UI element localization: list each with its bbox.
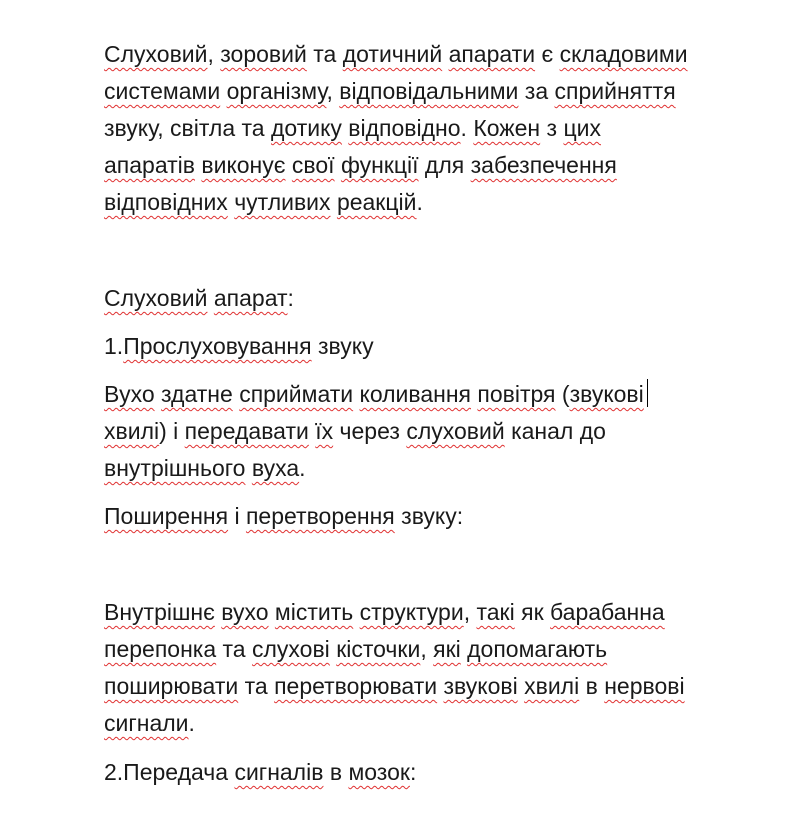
misspelled-word[interactable]: Вухо [104, 381, 155, 407]
misspelled-word[interactable]: Поширення [104, 503, 229, 529]
text-line[interactable] [104, 280, 774, 317]
text-line[interactable] [104, 328, 774, 365]
paragraph-heading-propagation[interactable] [104, 498, 774, 535]
misspelled-word[interactable]: поширювати [104, 673, 239, 699]
misspelled-word[interactable]: зоровий [220, 41, 307, 67]
misspelled-word[interactable]: Прослуховування [123, 333, 312, 359]
misspelled-word[interactable]: передавати [184, 418, 309, 444]
misspelled-word[interactable]: перетворювати [274, 673, 438, 699]
misspelled-word[interactable]: апарати [448, 41, 536, 67]
misspelled-word[interactable]: забезпечення [470, 152, 617, 178]
misspelled-word[interactable]: здатне [161, 381, 233, 407]
text-run: , [207, 41, 221, 67]
misspelled-word[interactable]: сигнали [104, 710, 189, 736]
misspelled-word[interactable]: перепонка [104, 636, 217, 662]
misspelled-word[interactable]: внутрішнього [104, 455, 246, 481]
misspelled-word[interactable]: нервові [604, 673, 685, 699]
text-run: та [238, 673, 275, 699]
misspelled-word[interactable]: сприймати [239, 381, 354, 407]
misspelled-word[interactable]: хвилі [524, 673, 580, 699]
text-run: звуку [311, 333, 374, 359]
misspelled-word[interactable]: вухо [221, 599, 269, 625]
text-run: : [287, 285, 294, 311]
text-run: канал до [504, 418, 606, 444]
text-run: 2.Передача [104, 759, 235, 785]
text-line[interactable] [104, 110, 774, 147]
misspelled-word[interactable]: відповідальними [339, 78, 519, 104]
text-run: та [216, 636, 252, 662]
text-line[interactable] [104, 184, 774, 221]
misspelled-word[interactable]: Внутрішнє [104, 599, 215, 625]
text-line[interactable] [104, 376, 774, 413]
misspelled-word[interactable]: Слуховий [104, 285, 208, 311]
misspelled-word[interactable]: коливання [359, 381, 471, 407]
misspelled-word[interactable]: які [433, 636, 461, 662]
misspelled-word[interactable]: функції [340, 152, 419, 178]
misspelled-word[interactable]: їх [315, 418, 334, 444]
text-run: . [299, 455, 306, 481]
misspelled-word[interactable]: складовими [559, 41, 688, 67]
text-line[interactable] [104, 631, 774, 668]
text-line[interactable] [104, 498, 774, 535]
text-line[interactable] [104, 36, 774, 73]
text-run: в [579, 673, 605, 699]
misspelled-word[interactable]: дотику [270, 115, 342, 141]
misspelled-word[interactable]: організму [226, 78, 327, 104]
misspelled-word[interactable]: цих [563, 115, 601, 141]
text-run: для [418, 152, 471, 178]
misspelled-word[interactable]: містить [274, 599, 354, 625]
misspelled-word[interactable]: мозок [348, 759, 410, 785]
misspelled-word[interactable]: звукові [569, 381, 644, 407]
misspelled-word[interactable]: Слуховий [104, 41, 208, 67]
misspelled-word[interactable]: хвилі [104, 418, 160, 444]
misspelled-word[interactable]: вуха [251, 455, 300, 481]
text-run: . [416, 189, 423, 215]
paragraph-intro[interactable] [104, 36, 774, 221]
paragraph-item-2[interactable] [104, 754, 774, 791]
misspelled-word[interactable]: структури [359, 599, 464, 625]
misspelled-word[interactable]: допомагають [467, 636, 608, 662]
misspelled-word[interactable]: слуховий [406, 418, 505, 444]
misspelled-word[interactable]: апаратів [104, 152, 195, 178]
misspelled-word[interactable]: кісточки [336, 636, 421, 662]
misspelled-word[interactable]: повітря [477, 381, 556, 407]
misspelled-word[interactable]: Кожен [473, 115, 541, 141]
text-cursor [647, 379, 648, 407]
text-run: . [460, 115, 474, 141]
misspelled-word[interactable]: чутливих [234, 189, 331, 215]
paragraph-item-1[interactable] [104, 328, 774, 365]
text-run: з [540, 115, 564, 141]
text-run: є [535, 41, 560, 67]
misspelled-word[interactable]: апарат [213, 285, 288, 311]
text-run: , [326, 78, 340, 104]
text-line[interactable] [104, 413, 774, 450]
misspelled-word[interactable]: перетворення [245, 503, 395, 529]
misspelled-word[interactable]: системами [104, 78, 221, 104]
text-run: і [228, 503, 246, 529]
paragraph-heading-hearing[interactable] [104, 280, 774, 317]
paragraph-ear-description[interactable] [104, 376, 774, 487]
misspelled-word[interactable]: дотичний [342, 41, 443, 67]
paragraph-inner-ear[interactable] [104, 594, 774, 742]
text-run: 1. [104, 333, 124, 359]
text-run: та [306, 41, 343, 67]
misspelled-word[interactable]: сприйняття [554, 78, 676, 104]
text-line[interactable] [104, 668, 774, 705]
text-run: , [463, 599, 477, 625]
text-run: як [514, 599, 551, 625]
misspelled-word[interactable]: звукові [443, 673, 518, 699]
misspelled-word[interactable]: відповідних [104, 189, 228, 215]
text-run: ) і [159, 418, 185, 444]
text-line[interactable] [104, 705, 774, 742]
text-run: , [420, 636, 434, 662]
misspelled-word[interactable]: відповідно [348, 115, 461, 141]
misspelled-word[interactable]: такі [476, 599, 515, 625]
misspelled-word[interactable]: сигналів [234, 759, 324, 785]
misspelled-word[interactable]: виконує [201, 152, 286, 178]
misspelled-word[interactable]: реакцій [336, 189, 417, 215]
text-run: . [188, 710, 195, 736]
text-line[interactable] [104, 594, 774, 631]
text-line[interactable] [104, 73, 774, 110]
text-run: через [333, 418, 407, 444]
misspelled-word[interactable]: свої [291, 152, 335, 178]
text-run: звуку, світла та [104, 115, 271, 141]
text-line[interactable] [104, 754, 774, 791]
text-run: ( [555, 381, 570, 407]
text-run: звуку: [394, 503, 464, 529]
misspelled-word[interactable]: слухові [252, 636, 330, 662]
text-line[interactable] [104, 450, 774, 487]
text-run: за [518, 78, 555, 104]
misspelled-word[interactable]: барабанна [550, 599, 665, 625]
text-run: в [323, 759, 349, 785]
text-run: : [409, 759, 417, 785]
text-line[interactable] [104, 147, 774, 184]
